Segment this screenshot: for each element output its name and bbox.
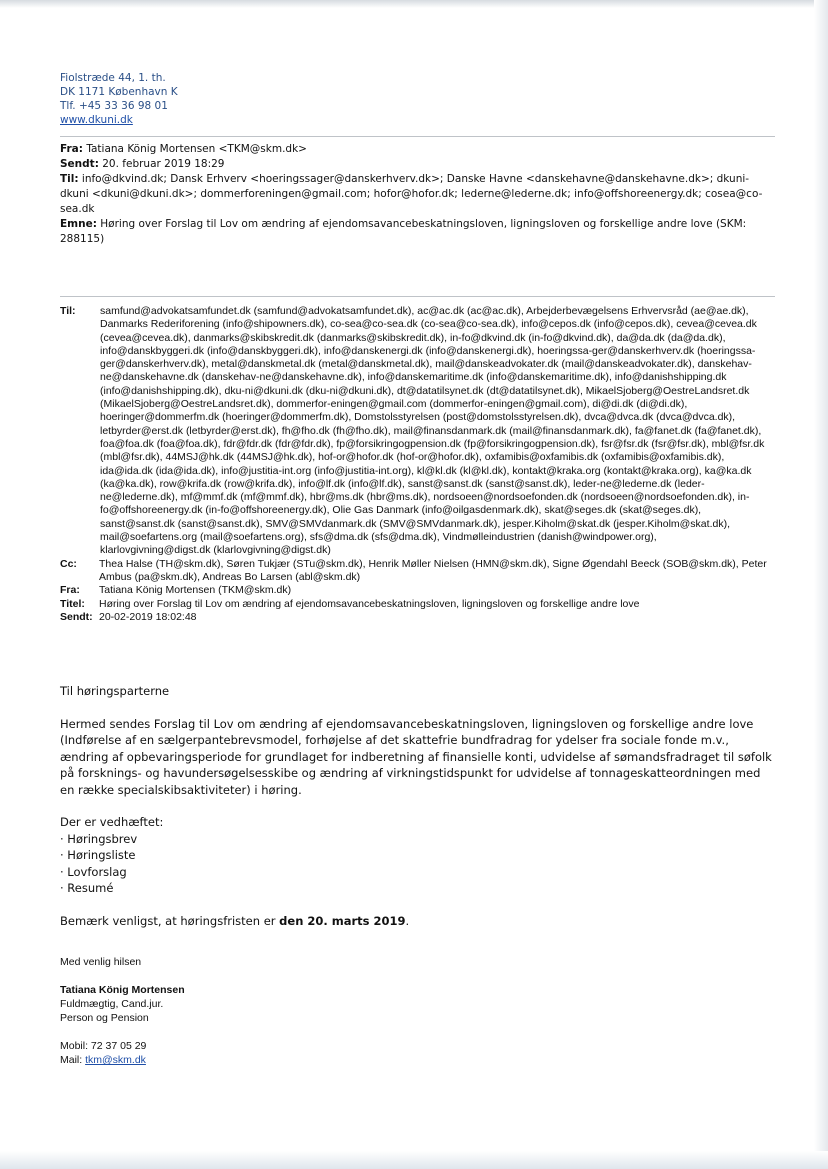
website-link[interactable]: www.dkuni.dk: [60, 114, 133, 126]
outer-from: Tatiana König Mortensen <TKM@skm.dk>: [86, 143, 307, 155]
subject-label: Emne:: [60, 218, 97, 230]
inner-title-row: [60, 598, 770, 611]
mail-prefix: Mail:: [60, 1054, 86, 1066]
outer-recipients: info@dkvind.dk; Dansk Erhverv <hoeringssager@danskerhverv.dk>; Danske Havne <danskehavne@danskehavne.dk>; dkuni-dkuni <dkuni@dkuni.dk>; dommerforeningen@gmail.com; hofor@hofor.dk; lederne@lederne.dk; info@offshoreenergy.dk; cosea@co-sea.dk: [60, 173, 763, 215]
attachment-item: · Lovforslag: [60, 864, 127, 879]
address-city: DK 1171 København K: [60, 86, 178, 98]
address-street: Fiolstræde 44, 1. th.: [60, 72, 166, 84]
inner-sent: 20-02-2019 18:02:48: [99, 610, 197, 623]
inner-sent-label: Sendt:: [60, 610, 93, 623]
inner-to-label: Til:: [60, 305, 76, 317]
closing: Med venlig hilsen: [60, 956, 142, 968]
header-divider: [60, 296, 775, 297]
signer-phone: Mobil: 72 37 05 29: [60, 1040, 147, 1052]
inner-title: Høring over Forslag til Lov om ændring af ejendomsavancebeskatningsloven, ligningsloven og forskellige andre love: [99, 597, 640, 610]
inner-cc-label: Cc:: [60, 557, 77, 570]
inner-recipient-list: samfund@advokatsamfundet.dk (samfund@advokatsamfundet.dk), ac@ac.dk (ac@ac.dk), Arbejderbevægelsens Erhvervsråd (ae@ae.dk), Danmarks Rederiforening (info@shipowners.dk), co-sea@co-sea.dk (co-sea@co-sea.dk), info@cepos.dk (info@cepos.dk), cevea@cevea.dk (cevea@cevea.dk), danmarks@skibskredit.dk (danmarks@skibskredit.dk), in-fo@dkvind.dk (in-fo@dkvind.dk), da@da.dk (da@da.dk), info@danskbyggeri.dk (info@danskbyggeri.dk), info@danskenergi.dk (info@danskenergi.dk), hoeringssa-ger@danskerhverv.dk (hoeringssa-ger@danskerhverv.dk), metal@danskmetal.dk (metal@danskmetal.dk), mail@danskeadvokater.dk (mail@danskeadvokater.dk), danskehav-ne@danskehavne.dk (danskehav-ne@danskehavne.dk), info@danskemaritime.dk (info@danskemaritime.dk), info@danishshipping.dk (info@danishshipping.dk), dku-ni@dkuni.dk (dku-ni@dkuni.dk), dt@datatilsynet.dk (dt@datatilsynet.dk), MikaelSjoberg@OestreLandsret.dk (MikaelSjoberg@OestreLandsret.dk), dommerfor-eningen@gmail.com (dommerfor-eningen@gmail.com), di@di.dk (di@di.dk), hoeringer@dommerfm.dk (hoeringer@dommerfm.dk), Domstolsstyrelsen (post@domstolsstyrelsen.dk), dvca@dvca.dk (dvca@dvca.dk), letbyrder@erst.dk (letbyrder@erst.dk), fh@fho.dk (fh@fho.dk), mail@finansdanmark.dk (mail@finansdanmark.dk), fa@fanet.dk (fa@fanet.dk), foa@foa.dk (foa@foa.dk), fdr@fdr.dk (fdr@fdr.dk), fp@forsikringogpension.dk (fp@forsikringogpension.dk), fsr@fsr.dk (fsr@fsr.dk), mbl@fsr.dk (mbl@fsr.dk), 44MSJ@hk.dk (44MSJ@hk.dk), hof-or@hofor.dk (hof-or@hofor.dk), oxfamibis@oxfamibis.dk (oxfamibis@oxfamibis.dk), ida@ida.dk (ida@ida.dk), info@justitia-int.org (info@justitia-int.org), kl@kl.dk (kl@kl.dk), kontakt@kraka.org (kontakt@kraka.org), ka@ka.dk (ka@ka.dk), row@krifa.dk (row@krifa.dk), info@lf.dk (info@lf.dk), sanst@sanst.dk (sanst@sanst.dk), leder-ne@lederne.dk (leder-ne@lederne.dk), mf@mmf.dk (mf@mmf.dk), hbr@ms.dk (hbr@ms.dk), nordsoeen@nordsoefonden.dk (nordsoeen@nordsoefonden.dk), in-fo@offshoreenergy.dk (in-fo@offshoreenergy.dk), Olie Gas Danmark (info@oilgasdenmark.dk), skat@seges.dk (skat@seges.dk), sanst@sanst.dk (sanst@sanst.dk), SMV@SMVdanmark.dk (SMV@SMVdanmark.dk), jesper.Kiholm@skat.dk (jesper.Kiholm@skat.dk), mail@soefartens.org (mail@soefartens.org), sfs@dma.dk (sfs@dma.dk), Vindmølleindustrien (danish@windpower.org), klarlovgivning@digst.dk (klarlovgivning@digst.dk): [100, 305, 765, 557]
letter-greeting: Til høringsparterne: [60, 684, 170, 698]
signer-name: Tatiana König Mortensen: [60, 984, 185, 996]
inner-to-row: [60, 305, 770, 558]
inner-sent-row: [60, 611, 770, 624]
attachments-intro: Der er vedhæftet:: [60, 815, 164, 829]
signature-block: [60, 955, 185, 1067]
signer-title: Fuldmægtig, Cand.jur.: [60, 998, 164, 1010]
sent-label: Sendt:: [60, 158, 99, 170]
inner-from-label: Fra:: [60, 584, 80, 597]
sender-address-block: [60, 71, 178, 127]
attachment-list: [60, 831, 775, 897]
scan-right-edge: [814, 0, 828, 1169]
letter-body: [60, 683, 775, 929]
deadline-date: den 20. marts 2019: [279, 913, 406, 928]
inner-title-label: Titel:: [60, 597, 85, 610]
scan-top-edge: [0, 0, 828, 8]
attachment-item: · Høringsbrev: [60, 831, 138, 846]
attachment-item: · Resumé: [60, 881, 114, 895]
letter-paragraph: Hermed sendes Forslag til Lov om ændring af ejendomsavancebeskatningsloven, ligningsloven og forskellige andre love (Indførelse af en sælgerpantebrevsmodel, forhøjelse af det skattefrie bundfradrag for ydelser fra sociale fonde m.v., ændring af opbevaringsperiode for grundlaget for indberetning af finansielle konti, udvidelse af sømandsfradraget til søfolk på forsknings- og havundersøgelsesskibe og ændring af virkningstidspunkt for udvidelse af tonnageskatteordningen med en række specialskibsaktiviteter) i høring.: [60, 716, 772, 797]
outer-sent: 20. februar 2019 18:29: [102, 158, 225, 170]
inner-from-row: [60, 584, 770, 597]
deadline-prefix: Bemærk venligst, at høringsfristen er: [60, 913, 280, 928]
signer-email-link[interactable]: tkm@skm.dk: [85, 1054, 146, 1066]
scan-bottom-edge: [0, 1151, 828, 1169]
attachment-item: · Høringsliste: [60, 848, 136, 862]
inner-cc-list: Thea Halse (TH@skm.dk), Søren Tukjær (STu@skm.dk), Henrik Møller Nielsen (HMN@skm.dk), Signe Øgendahl Beeck (SOB@skm.dk), Peter Ambus (pa@skm.dk), Andreas Bo Larsen (abl@skm.dk): [99, 557, 767, 583]
deadline-suffix: .: [405, 913, 410, 928]
signer-unit: Person og Pension: [60, 1012, 149, 1024]
outer-email-header: [60, 136, 775, 247]
outer-subject: Høring over Forslag til Lov om ændring af ejendomsavancebeskatningsloven, ligningsloven og forskellige andre love (SKM: 288115): [60, 218, 747, 245]
inner-cc-row: [60, 558, 770, 585]
inner-email-header: [60, 305, 770, 624]
inner-from: Tatiana König Mortensen (TKM@skm.dk): [99, 584, 292, 597]
to-label: Til:: [60, 173, 79, 185]
from-label: Fra:: [60, 143, 83, 155]
address-phone: Tlf. +45 33 36 98 01: [60, 100, 168, 112]
deadline-note: [60, 913, 775, 930]
